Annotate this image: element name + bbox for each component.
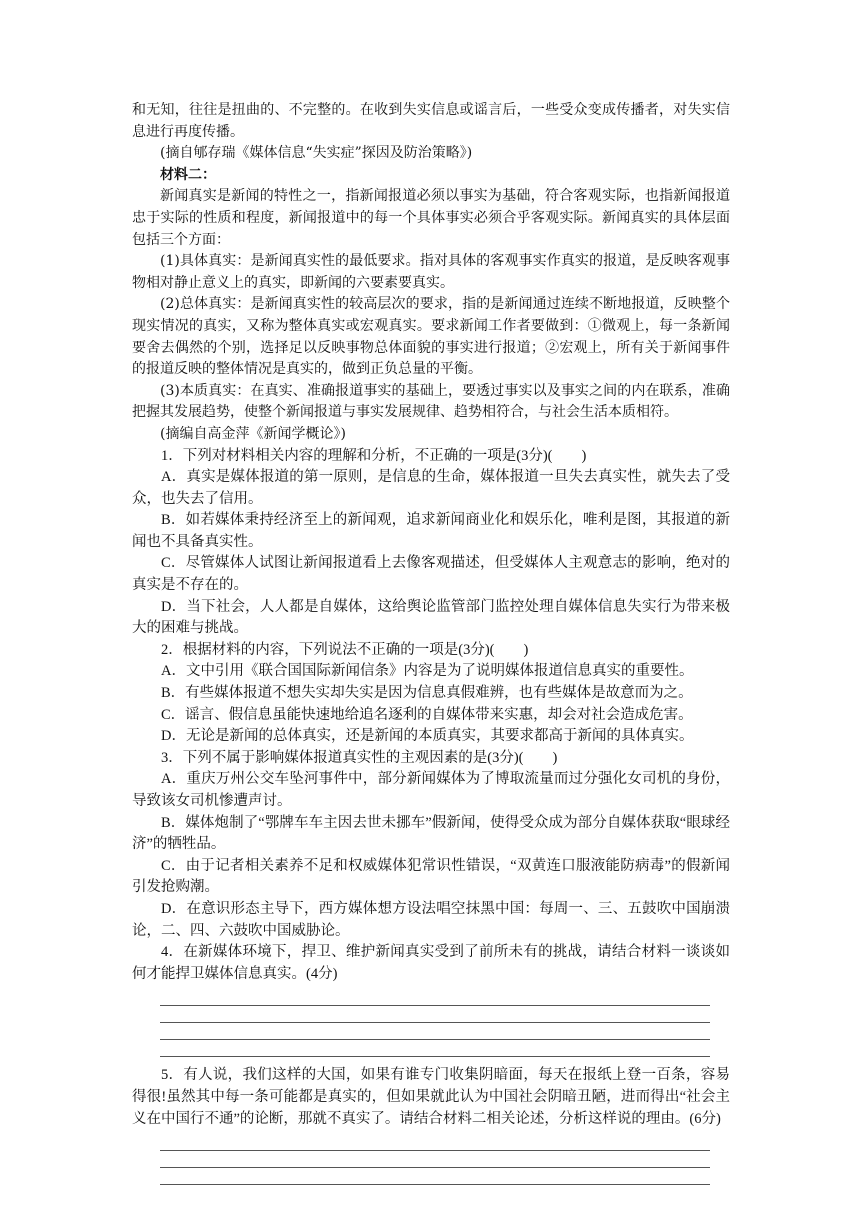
material2-heading: 材料二： (160, 166, 216, 183)
question-stem: 1．下列对材料相关内容的理解和分析，不正确的一项是(3分)( ) (161, 447, 587, 464)
question-5 (132, 1065, 730, 1185)
material2-source: (摘编自高金萍《新闻学概论》) (160, 425, 346, 442)
question-stem: 3．下列不属于影响媒体报道真实性的主观因素的是(3分)( ) (161, 749, 558, 766)
answer-line[interactable] (160, 1151, 710, 1168)
option-d: D．在意识形态主导下，西方媒体想方设法唱空抹黑中国：每周一、三、五鼓吹中国崩溃论，二、四、六鼓吹中国威胁论。 (132, 900, 730, 939)
material2-point1: (1)具体真实：是新闻真实性的最低要求。指对具体的客观事实作真实的报道，是反映客观事物相对静止意义上的真实，即新闻的六要素要真实。 (132, 253, 730, 291)
material2-point3: (3)本质真实：在真实、准确报道事实的基础上，要透过事实以及事实之间的内在联系，准确把握其发展趋势，使整个新闻报道与事实发展规律、趋势相符合，与社会生活本质相符。 (132, 382, 730, 421)
answer-line[interactable] (160, 1023, 710, 1040)
option-c: C．谣言、假信息虽能快速地给追名逐利的自媒体带来实惠，却会对社会造成危害。 (161, 706, 693, 723)
answer-line[interactable] (160, 1168, 710, 1185)
option-d: D．当下社会，人人都是自媒体，这给舆论监管部门监控处理自媒体信息失实行为带来极大的困难与挑战。 (132, 598, 730, 637)
question-stem: 4．在新媒体环境下，捍卫、维护新闻真实受到了前所未有的挑战，请结合材料一谈谈如何才能捍卫媒体信息真实。(4分) (132, 944, 730, 982)
answer-lines[interactable] (160, 989, 710, 1057)
material2-point2: (2)总体真实：是新闻真实性的较高层次的要求，指的是新闻通过连续不断地报道，反映整个现实情况的真实，又称为整体真实或宏观真实。要求新闻工作者要做到：①微观上，每一条新闻要舍去偶然的个别，选择足以反映事物总体面貌的事实进行报道；②宏观上，所有关于新闻事件的报道反映的整体情况是真实的，做到正负总量的平衡。 (132, 296, 730, 378)
material1-tail-text: 和无知，往往是扭曲的、不完整的。在收到失实信息或谣言后，一些受众变成传播者，对失实信息进行再度传播。 (132, 102, 730, 140)
answer-line[interactable] (160, 1006, 710, 1023)
option-b: B．如若媒体秉持经济至上的新闻观，追求新闻商业化和娱乐化，唯利是图，其报道的新闻也不具备真实性。 (132, 512, 730, 550)
material1-source: (摘自郇存瑞《媒体信息“失实症”探因及防治策略》) (160, 145, 473, 162)
question-3 (132, 748, 730, 942)
question-2 (132, 640, 730, 748)
question-1 (132, 446, 730, 640)
answer-line[interactable] (160, 989, 710, 1006)
option-d: D．无论是新闻的总体真实，还是新闻的本质真实，其要求都高于新闻的具体真实。 (161, 728, 694, 745)
question-4 (132, 942, 730, 1057)
answer-line[interactable] (160, 1134, 710, 1151)
material2-intro: 新闻真实是新闻的特性之一，指新闻报道必须以事实为基础，符合客观实际，也指新闻报道忠于实际的性质和程度，新闻报道中的每一个具体事实必须合乎客观实际。新闻真实的具体层面包括三个方面： (132, 188, 730, 248)
answer-line[interactable] (160, 1040, 710, 1057)
document-page (132, 100, 730, 1193)
option-b: B．有些媒体报道不想失实却失实是因为信息真假难辨，也有些媒体是故意而为之。 (161, 685, 693, 702)
option-a: A．文中引用《联合国国际新闻信条》内容是为了说明媒体报道信息真实的重要性。 (161, 663, 694, 680)
question-stem: 2．根据材料的内容，下列说法不正确的一项是(3分)( ) (161, 641, 529, 658)
answer-lines[interactable] (160, 1134, 710, 1185)
question-stem: 5．有人说，我们这样的大国，如果有谁专门收集阴暗面，每天在报纸上登一百条，容易得很!虽然其中每一条可能都是真实的，但如果就此认为中国社会阴暗丑陋，进而得出“社会主义在中国行不通”的论断，那就不真实了。请结合材料二相关论述，分析这样说的理由。(6分) (132, 1067, 730, 1127)
option-a: A．真实是媒体报道的第一原则，是信息的生命，媒体报道一旦失去真实性，就失去了受众，也失去了信用。 (132, 469, 730, 507)
option-a: A．重庆万州公交车坠河事件中，部分新闻媒体为了博取流量而过分强化女司机的身份，导致该女司机惨遭声讨。 (132, 771, 730, 809)
option-c: C．尽管媒体人试图让新闻报道看上去像客观描述，但受媒体人主观意志的影响，绝对的真实是不存在的。 (132, 555, 730, 594)
option-c: C．由于记者相关素养不足和权威媒体犯常识性错误，“双黄连口服液能防病毒”的假新闻引发抢购潮。 (132, 857, 730, 896)
option-b: B．媒体炮制了“鄂牌车车主因去世未挪车”假新闻，使得受众成为部分自媒体获取“眼球经济”的牺牲品。 (132, 814, 730, 853)
